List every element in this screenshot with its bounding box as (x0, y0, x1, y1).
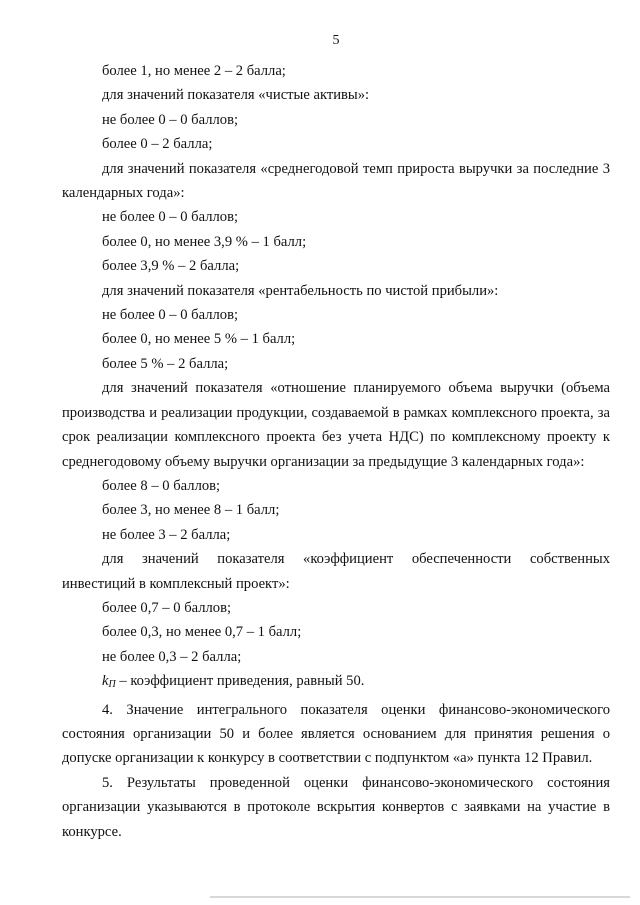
criterion-line: более 0, но менее 5 % – 1 балл; (102, 331, 296, 348)
page-number: 5 (332, 33, 340, 48)
criterion-line: более 0,3, но менее 0,7 – 1 балл; (102, 624, 302, 641)
indicator-heading: для значений показателя «среднегодовой темп прироста выручки за последние 3 календарных года»: (62, 160, 610, 202)
criterion-line: более 8 – 0 баллов; (102, 477, 221, 494)
criterion-line: не более 3 – 2 балла; (102, 526, 231, 543)
criterion-line: не более 0,3 – 2 балла; (102, 648, 242, 665)
indicator-heading: для значений показателя «коэффициент обеспеченности собственных инвестиций в комплексный проект»: (62, 551, 610, 592)
criterion-line: более 0 – 2 балла; (102, 136, 213, 153)
coefficient-symbol: k (102, 673, 109, 690)
paragraph-5: 5. Результаты проведенной оценки финансово-экономического состояния организации указываются в протоколе вскрытия конвертов с заявками на участие в конкурсе. (62, 774, 610, 840)
criterion-line: не более 0 – 0 баллов; (102, 307, 239, 324)
indicator-heading: для значений показателя «чистые активы»: (102, 87, 370, 104)
criterion-line: не более 0 – 0 баллов; (102, 111, 239, 128)
coefficient-subscript: П (108, 679, 116, 691)
scan-edge-divider (210, 896, 630, 898)
criterion-line: более 0, но менее 3,9 % – 1 балл; (102, 233, 307, 250)
criterion-line: более 0,7 – 0 баллов; (102, 599, 232, 616)
coefficient-text: – коэффициент приведения, равный 50. (115, 673, 365, 690)
indicator-heading: для значений показателя «отношение планируемого объема выручки (объема производства и реализации продукции, создаваемой в рамках комплексного проекта, за срок реализации комплексного проекта без учета НДС) по комплексному проекту к среднегодовому объему выручки организации за предыдущие 3 календарных года»: (62, 380, 610, 470)
criterion-line: более 3, но менее 8 – 1 балл; (102, 502, 280, 519)
coefficient-definition (62, 669, 610, 697)
criterion-line: более 5 % – 2 балла; (102, 355, 229, 372)
criterion-line: более 3,9 % – 2 балла; (102, 258, 240, 275)
criterion-line: не более 0 – 0 баллов; (102, 209, 239, 226)
criterion-line: более 1, но менее 2 – 2 балла; (102, 63, 286, 79)
paragraph-4: 4. Значение интегрального показателя оценки финансово-экономического состояния организации 50 и более является основанием для принятия решения о допуске организации к конкурсу в соответствии с подпунктом «а» пункта 12 Правил. (62, 701, 610, 767)
document-body (62, 59, 610, 844)
indicator-heading: для значений показателя «рентабельность по чистой прибыли»: (102, 282, 499, 299)
